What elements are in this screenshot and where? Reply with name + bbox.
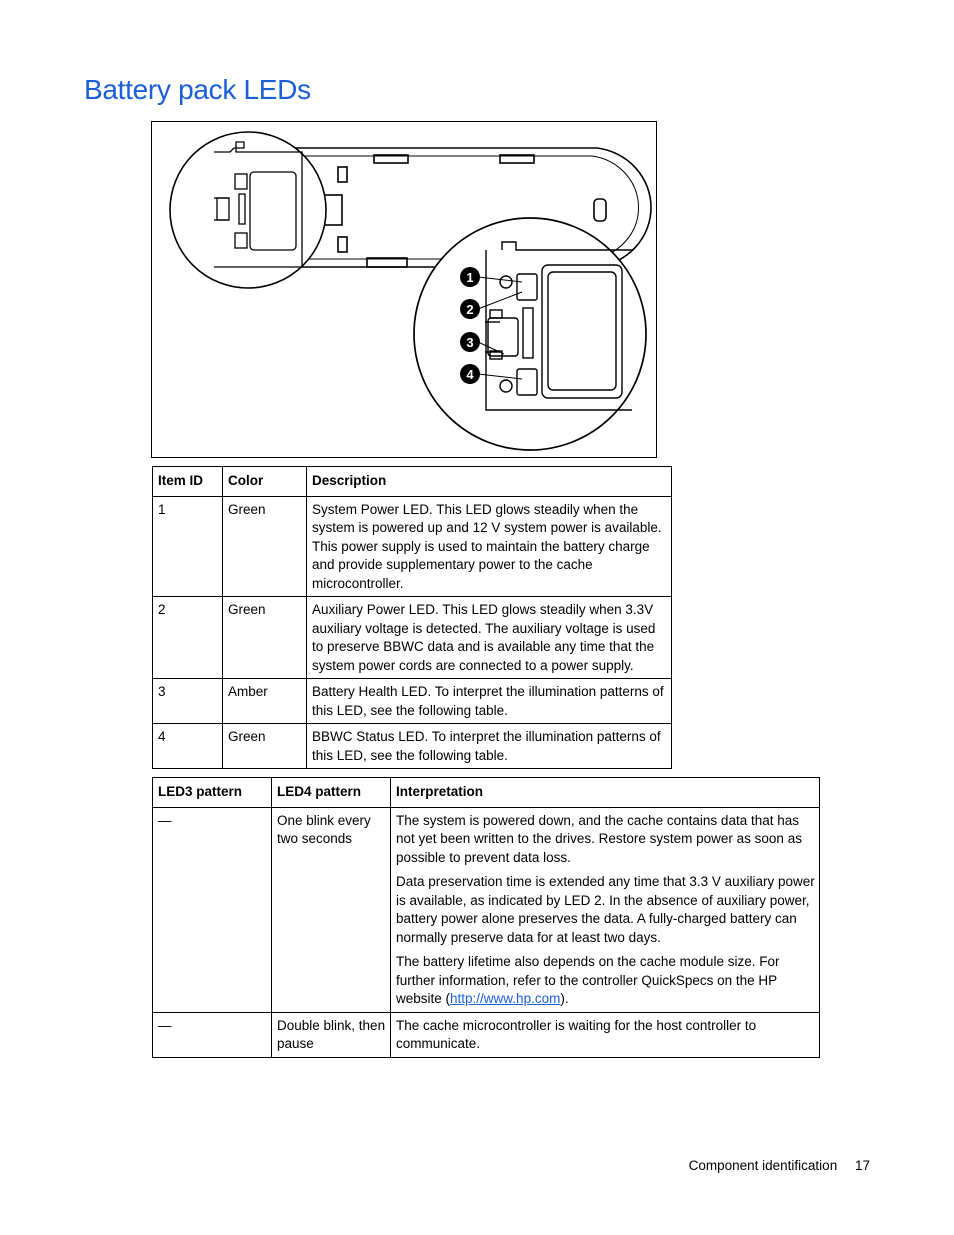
page-title: Battery pack LEDs bbox=[84, 74, 311, 105]
led4-pattern: Double blink, then pause bbox=[272, 1012, 391, 1057]
callout-2 bbox=[460, 299, 480, 319]
paragraph-text: The battery lifetime also depends on the cache module size. For further information, refer to the controller QuickSpecs on the HP website ( bbox=[396, 954, 780, 1006]
led-description: Battery Health LED. To interpret the illumination patterns of this LED, see the following table. bbox=[307, 679, 672, 724]
battery-pack-illustration bbox=[151, 121, 657, 458]
led-table bbox=[152, 466, 672, 769]
svg-text:3: 3 bbox=[466, 335, 474, 350]
page-footer bbox=[689, 1158, 870, 1173]
led-color: Green bbox=[223, 597, 307, 679]
svg-text:2: 2 bbox=[466, 302, 474, 317]
table-row bbox=[153, 1012, 820, 1057]
item-id: 2 bbox=[153, 597, 223, 679]
led-description: BBWC Status LED. To interpret the illumination patterns of this LED, see the following table. bbox=[307, 724, 672, 769]
interpretation-paragraph: The system is powered down, and the cache contains data that has not yet been written to the drives. Restore system power as soon as possible to prevent data loss. bbox=[396, 812, 802, 865]
callout-3 bbox=[460, 332, 480, 352]
table-row bbox=[153, 807, 820, 1012]
led-color: Amber bbox=[223, 679, 307, 724]
page-number: 17 bbox=[854, 1158, 870, 1173]
led-description: System Power LED. This LED glows steadily when the system is powered up and 12 V system power is available. This power supply is used to maintain the battery charge and provide supplementary power to the cache microcontroller. bbox=[307, 496, 672, 597]
table-header-row bbox=[153, 778, 820, 808]
item-id: 4 bbox=[153, 724, 223, 769]
callout-1 bbox=[460, 267, 480, 287]
header-interpretation: Interpretation bbox=[391, 778, 820, 808]
header-item-id: Item ID bbox=[153, 467, 223, 497]
table-row bbox=[153, 724, 672, 769]
led-pattern-table bbox=[152, 777, 820, 1058]
led-color: Green bbox=[223, 496, 307, 597]
callout-4 bbox=[460, 364, 480, 384]
led3-pattern: — bbox=[153, 1012, 272, 1057]
led-color: Green bbox=[223, 724, 307, 769]
interpretation bbox=[391, 807, 820, 1012]
interpretation-paragraph: Data preservation time is extended any time that 3.3 V auxiliary power is available, as indicated by LED 2. In the absence of auxiliary power, battery power alone preserves the data. A fully-charged battery can normally preserve data for at least two days. bbox=[396, 874, 815, 945]
hp-website-link[interactable]: http://www.hp.com bbox=[450, 991, 561, 1006]
header-led4-pattern: LED4 pattern bbox=[272, 778, 391, 808]
footer-section-title: Component identification bbox=[688, 1158, 838, 1173]
zoom-circle-right bbox=[414, 218, 646, 450]
svg-text:4: 4 bbox=[466, 367, 474, 382]
table-row bbox=[153, 496, 672, 597]
table-row bbox=[153, 597, 672, 679]
item-id: 3 bbox=[153, 679, 223, 724]
header-led3-pattern: LED3 pattern bbox=[153, 778, 272, 808]
svg-text:1: 1 bbox=[466, 270, 474, 285]
paragraph-text-end: ). bbox=[560, 991, 569, 1006]
table-row bbox=[153, 679, 672, 724]
interpretation: The cache microcontroller is waiting for the host controller to communicate. bbox=[391, 1012, 820, 1057]
interpretation-paragraph bbox=[396, 953, 815, 1009]
led3-pattern: — bbox=[153, 807, 272, 1012]
led-description: Auxiliary Power LED. This LED glows steadily when 3.3V auxiliary voltage is detected. The auxiliary voltage is used to preserve BBWC data and is available any time that the system power cords are connected to a power supply. bbox=[307, 597, 672, 679]
header-color: Color bbox=[223, 467, 307, 497]
table-header-row bbox=[153, 467, 672, 497]
item-id: 1 bbox=[153, 496, 223, 597]
header-description: Description bbox=[307, 467, 672, 497]
led4-pattern: One blink every two seconds bbox=[272, 807, 391, 1012]
